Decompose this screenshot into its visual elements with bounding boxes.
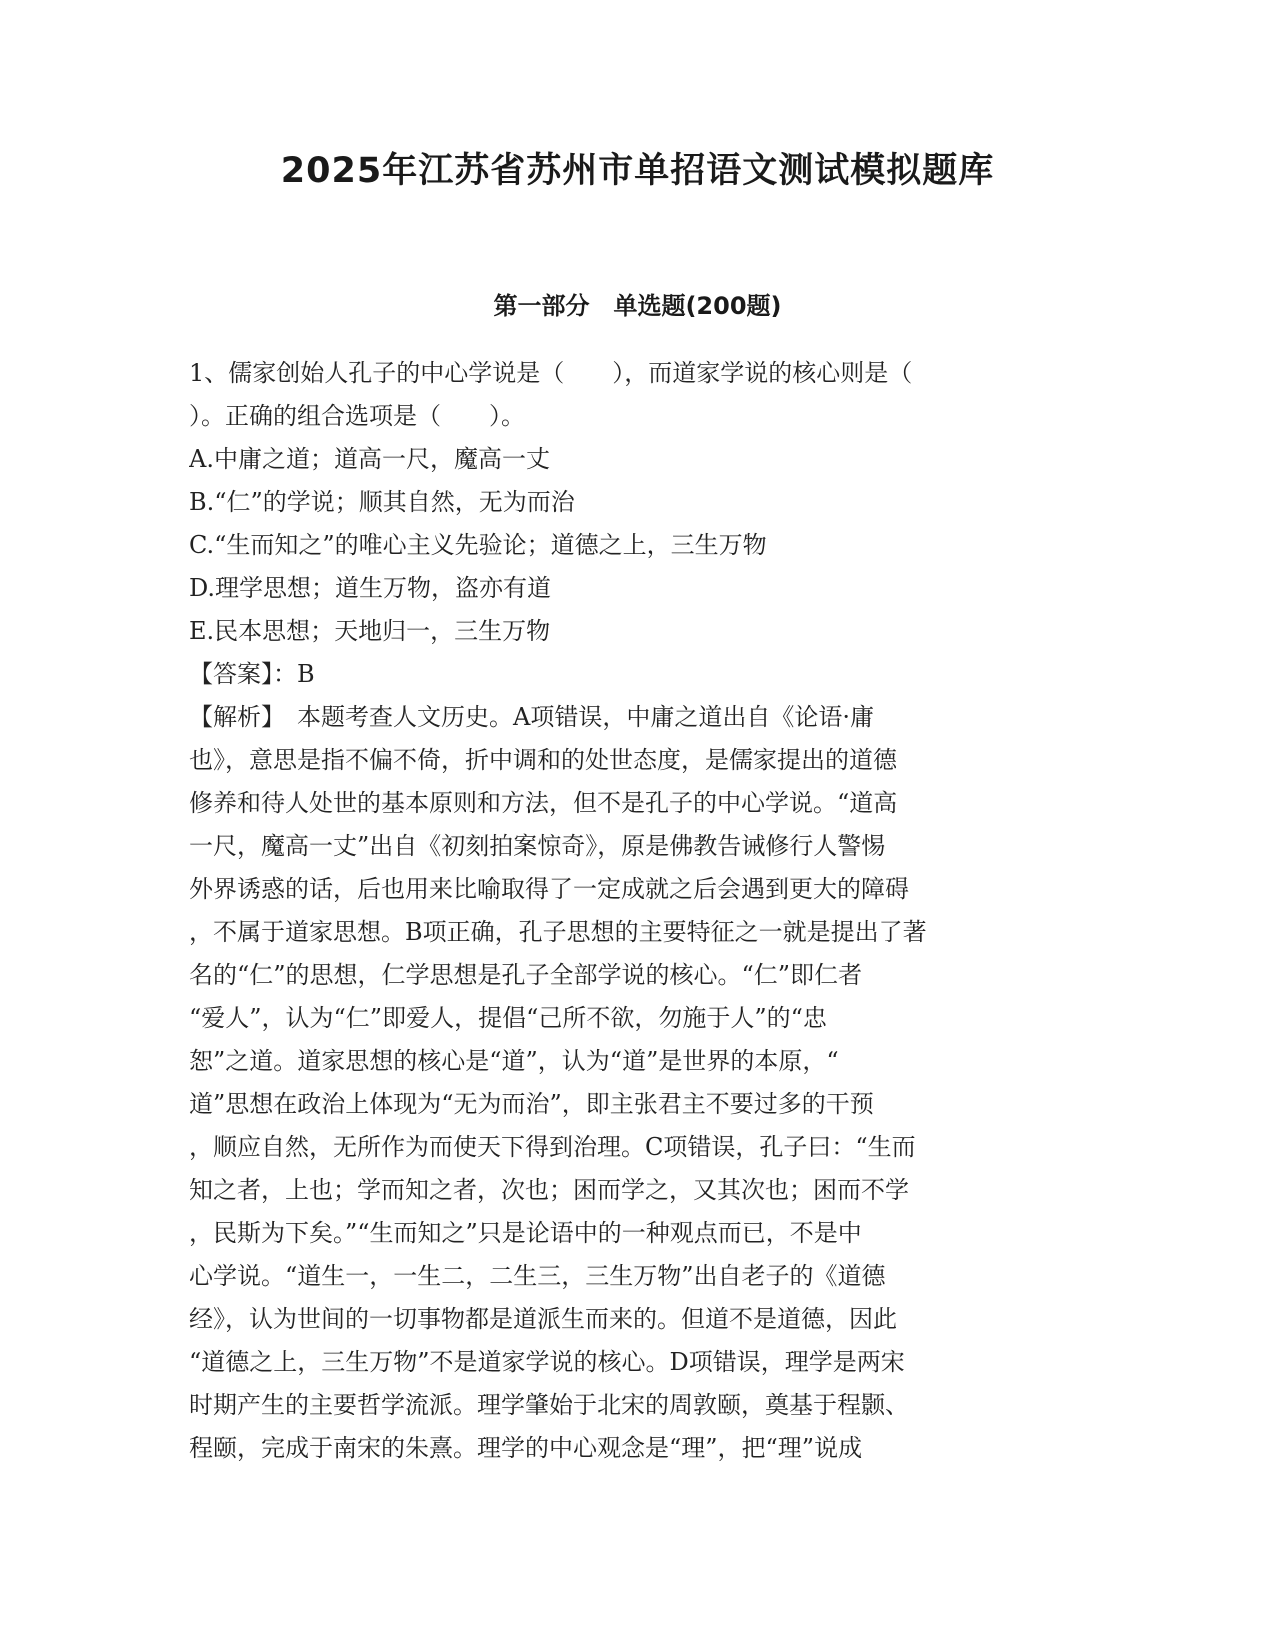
option-a: A.中庸之道；道高一尺，魔高一丈 bbox=[189, 445, 550, 473]
question-stem-line: 1、儒家创始人孔子的中心学说是（ ），而道家学说的核心则是（ bbox=[189, 359, 913, 387]
answer-line: 【答案】：B bbox=[189, 660, 315, 688]
option-b: B.“仁”的学说；顺其自然，无为而治 bbox=[189, 488, 575, 516]
analysis-line: 外界诱惑的话，后也用来比喻取得了一定成就之后会遇到更大的障碍 bbox=[189, 875, 909, 903]
analysis-line: 也》，意思是指不偏不倚，折中调和的处世态度，是儒家提出的道德 bbox=[189, 746, 897, 774]
analysis-line: 一尺，魔高一丈”出自《初刻拍案惊奇》，原是佛教告诫修行人警惕 bbox=[189, 832, 886, 860]
analysis-line: 恕”之道。道家思想的核心是“道”，认为“道”是世界的本原，“ bbox=[189, 1047, 839, 1075]
analysis-line: 名的“仁”的思想，仁学思想是孔子全部学说的核心。“仁”即仁者 bbox=[189, 961, 863, 989]
question-stem-line: ）。正确的组合选项是（ ）。 bbox=[189, 402, 525, 430]
option-c: C.“生而知之”的唯心主义先验论；道德之上，三生万物 bbox=[189, 531, 767, 559]
analysis-line: ，顺应自然，无所作为而使天下得到治理。C项错误，孔子曰：“生而 bbox=[189, 1133, 916, 1161]
analysis-line: “道德之上，三生万物”不是道家学说的核心。D项错误，理学是两宋 bbox=[189, 1348, 905, 1376]
analysis-line: 时期产生的主要哲学流派。理学肇始于北宋的周敦颐，奠基于程颢、 bbox=[189, 1391, 909, 1419]
analysis-line: ，不属于道家思想。B项正确，孔子思想的主要特征之一就是提出了著 bbox=[189, 918, 927, 946]
document-title: 2025年江苏省苏州市单招语文测试模拟题库 bbox=[280, 151, 995, 191]
option-d: D.理学思想；道生万物，盗亦有道 bbox=[189, 574, 552, 602]
option-e: E.民本思想；天地归一，三生万物 bbox=[189, 617, 551, 645]
section-title: 第一部分 单选题(200题) bbox=[493, 292, 782, 320]
analysis-line: 【解析】 本题考查人文历史。A项错误，中庸之道出自《论语·庸 bbox=[189, 703, 874, 731]
analysis-line: ，民斯为下矣。”“生而知之”只是论语中的一种观点而已，不是中 bbox=[189, 1219, 862, 1247]
question-block bbox=[189, 352, 1089, 1470]
analysis-line: 经》，认为世间的一切事物都是道派生而来的。但道不是道德，因此 bbox=[189, 1305, 897, 1333]
analysis-line: 心学说。“道生一，一生二，二生三，三生万物”出自老子的《道德 bbox=[189, 1262, 886, 1290]
analysis-line: 道”思想在政治上体现为“无为而治”，即主张君主不要过多的干预 bbox=[189, 1090, 874, 1118]
analysis-line: 程颐，完成于南宋的朱熹。理学的中心观念是“理”，把“理”说成 bbox=[189, 1434, 863, 1462]
analysis-line: 修养和待人处世的基本原则和方法，但不是孔子的中心学说。“道高 bbox=[189, 789, 898, 817]
analysis-line: “爱人”，认为“仁”即爱人，提倡“己所不欲，勿施于人”的“忠 bbox=[189, 1004, 827, 1032]
analysis-line: 知之者，上也；学而知之者，次也；困而学之，又其次也；困而不学 bbox=[189, 1176, 909, 1204]
